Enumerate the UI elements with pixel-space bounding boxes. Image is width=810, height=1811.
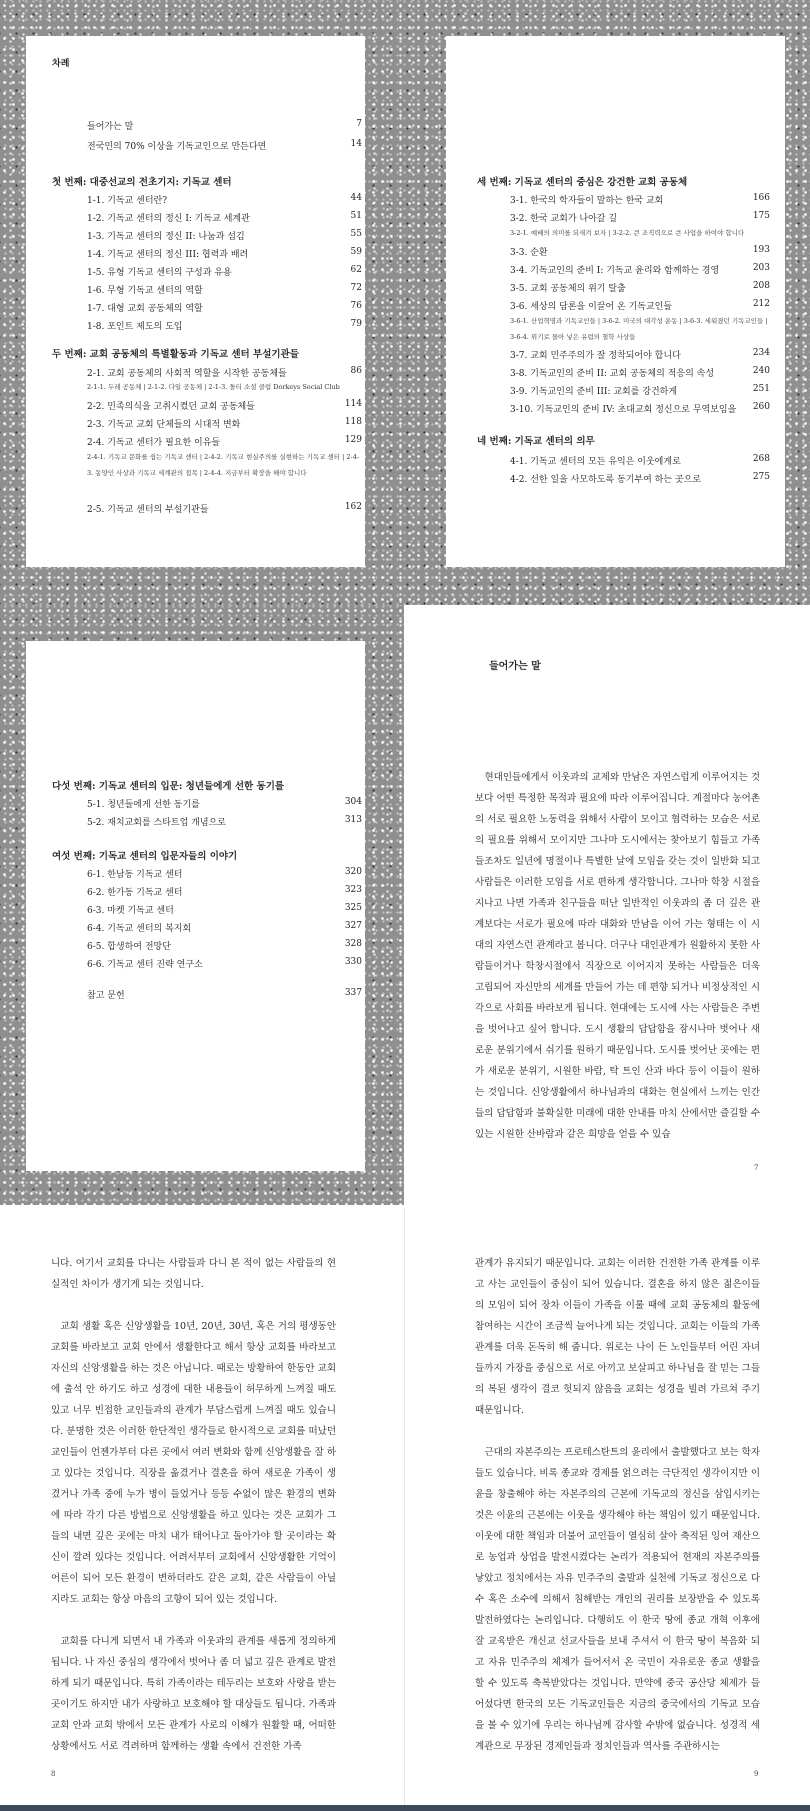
paragraph: 현대인들에게서 이웃과의 교제와 만남은 자연스럽게 이루어지는 것보다 어떤 특정한 목적과 필요에 따라 이루어집니다. 계절마다 농어촌의 서로 필요한 노동력을 위해서 사람이 모이고 협력하는 모습은 서로의 필요를 위해서 모이지만 그나마 도시에서는 찾아보기 힘들고 가족들조차도 일년에 명절이나 특별한 날에 모임을 갖는 것이 일반화 되고 사람들은 이러한 모임을 서로 편하게 생각합니다. 그나마 학창 시절을 지나고 나면 가족과 친구들을 떠난 일반적인 이웃과의 좀 더 깊은 관계보다는 서로가 필요에 따라 대화와 만남을 이어 가는 형태는 이 시대의 자연스런 관계라고 봅니다. 더구나 대인관계가 원활하지 못한 사람들이거나 학창시절에서 직장으로 이어지지 못하는 사람들은 더욱 고립되어 자신만의 세계를 만들어 가는 데 편향 되거나 비정상적인 시각으로 사회를 바라보게 됩니다. 현대에는 도시에 사는 사람들은 주변을 벗어나고 싶어 합니다. 도시 생활의 답답함을 잠시나마 벗어나 새로운 분위기에서 쉬기를 원하기 때문입니다. 도시를 벗어난 곳에는 편가 새로운 분위기, 시원한 바람, 탁 트인 산과 바다 등이 이들이 원하는 것입니다. 신앙생활에서 하나님과의 대화는 현실에서 느끼는 인간들의 답답함과 불확실한 미래에 대한 안내를 마치 산에서만 즐길할 수 있는 시원한 산바람과 같은 희망을 얻을 수 있습 <box>475 772 760 1140</box>
toc-subnote: 3-2-1. 예배의 의미를 되새겨 보자 | 3-2-2. 큰 조직력으로 큰 사업을 하여야 합니다 <box>510 229 745 237</box>
toc-entry: 1-6. 무형 기독교 센터의 역할 72 <box>87 283 362 296</box>
toc-entry: 3-4. 기독교인의 준비 I: 기독교 윤리와 함께하는 경영 203 <box>510 263 770 276</box>
toc-entry: 3-8. 기독교인의 준비 II: 교회 공동체의 적응의 속성 240 <box>510 366 770 379</box>
toc-entry: 전국민의 70% 이상을 기독교인으로 만든다면 14 <box>87 139 362 152</box>
toc-page-3 <box>26 641 365 1171</box>
page-gutter <box>404 1208 405 1811</box>
toc-entry: 2-2. 민족의식을 고취시켰던 교회 공동체들 114 <box>87 399 362 412</box>
toc-entry: 5-2. 재치교회를 스타트업 개념으로 313 <box>87 815 362 828</box>
paragraph: 교회를 다니게 되면서 내 가족과 이웃과의 관계를 새롭게 정의하게 됩니다. 나 자신 중심의 생각에서 벗어나 좀 더 넓고 깊은 관계로 발전하게 되기 때문입니다. 특히 가족이라는 테두리는 보호와 사랑을 받는 곳이기도 하지만 내가 사랑하고 보호해야 할 대상들도 됩니다. 가족과 교회 안과 교회 밖에서 모든 관계가 사로의 이해가 원활할 때, 어떠한 상황에서도 서로 격려하며 함께하는 생활 속에서 건전한 가족 <box>51 1636 336 1752</box>
toc-entry: 2-4. 기독교 센터가 필요한 이유들 129 <box>87 435 362 448</box>
toc-entry: 4-1. 기독교 센터의 모든 유익은 이웃에게로 268 <box>510 454 770 467</box>
toc-entry: 5-1. 청년들에게 선한 동기를 304 <box>87 797 362 810</box>
page-9-body <box>475 1253 760 1757</box>
toc-entry: 3-2. 한국 교회가 나아갈 길 175 <box>510 211 770 224</box>
toc-entry: 6-2. 한가동 기독교 센터 323 <box>87 885 362 898</box>
toc-entry: 1-2. 기독교 센터의 정신 I: 기독교 세계관 51 <box>87 211 362 224</box>
page-number: 9 <box>754 1770 759 1778</box>
toc-section-title: 두 번째: 교회 공동체의 특별활동과 기독교 센터 부설기관들 <box>52 349 299 360</box>
page-number: 7 <box>754 1164 759 1172</box>
toc-subnote: 2-1-1. 두레 공동체 | 2-1-2. 다일 공동체 | 2-1-3. 돌티 소셜 클럽 Dorkeys Social Club <box>87 383 340 391</box>
toc-entry: 4-2. 선한 일을 사모하도록 동기부여 하는 곳으로 275 <box>510 472 770 485</box>
toc-entry: 2-1. 교회 공동체의 사회적 역할을 시작한 공동체들 86 <box>87 366 362 379</box>
page-number: 8 <box>51 1770 56 1778</box>
toc-entry: 1-1. 기독교 센터란? 44 <box>87 193 362 206</box>
toc-entry: 6-4. 기독교 센터의 복지회 327 <box>87 921 362 934</box>
toc-entry: 2-5. 기독교 센터의 부설기관들 162 <box>87 502 362 515</box>
page-8-body <box>51 1253 336 1757</box>
toc-entry: 3-3. 순환 193 <box>510 245 770 258</box>
toc-entry: 3-5. 교회 공동체의 위기 탈출 208 <box>510 281 770 294</box>
bottom-bar <box>0 1805 810 1811</box>
toc-entry: 1-5. 유형 기독교 센터의 구성과 유용 62 <box>87 265 362 278</box>
toc-entry: 1-7. 대형 교회 공동체의 역할 76 <box>87 301 362 314</box>
toc-entry: 3-7. 교회 민주주의가 잘 정착되어야 합니다 234 <box>510 348 770 361</box>
paragraph: 관계가 유지되기 때문입니다. 교회는 이러한 건전한 가족 관계를 이루고 사는 교인들이 중심이 되어 있습니다. 결혼을 하지 않은 젊은이들의 모임이 되어 장차 이들이 가족을 이룰 때에 교회 공동체의 활동에 참여하는 시간이 조금씩 늘어나게 되는 것입니다. 교회는 이들의 가족관계를 더욱 돈독히 해 줍니다. 위로는 나이 든 노인들부터 어린 자녀들까지 가장을 중심으로 서로 아끼고 보살피고 하나님을 잘 믿는 그들의 복된 생각이 결코 헛되지 않음을 교회는 성경을 빌려 가르쳐 주기 때문입니다. <box>475 1258 760 1416</box>
toc-page-1 <box>26 36 365 567</box>
toc-section-title: 첫 번째: 대중선교의 전초기지: 기독교 센터 <box>52 177 232 188</box>
paragraph: 니다. 여기서 교회를 다니는 사람들과 다니 본 적이 없는 사람들의 현실적인 차이가 생기게 되는 것입니다. <box>51 1258 336 1290</box>
toc-entry: 1-3. 기독교 센터의 정신 II: 나눔과 섬김 55 <box>87 229 362 242</box>
toc-entry: 3-10. 기독교인의 준비 IV: 초대교회 정신으로 무역보임을 260 <box>510 402 770 415</box>
chapter-title: 들어가는 말 <box>489 661 541 672</box>
toc-entry: 2-3. 기독교 교회 단체들의 시대적 변화 118 <box>87 417 362 430</box>
paragraph: 교회 생활 혹은 신앙생활을 10년, 20년, 30년, 혹은 거의 평생동안 교회를 바라보고 교회 안에서 생활한다고 해서 항상 교회를 바라보고 자신의 신앙생활을 하는 것은 아닙니다. 때로는 방황하여 한동안 교회에 출석 안 하기도 하고 성경에 대한 내용들이 허무하게 느껴질 때도 있고 너무 빈접한 교인들과의 관계가 부담스럽게 느껴질 때도 있습니다. 분명한 것은 이러한 한단적인 생각들로 한시적으로 교회를 떠났던 교인들이 언젠가부터 다른 곳에서 여러 변화와 함께 신앙생활을 잘 하고 있다는 것입니다. 직장을 옮겼거나 결혼을 하여 새로운 가족이 생겼거나 가족 중에 누가 병이 들었거나 등등 수없이 많은 환경의 변화에 따라 각기 다른 방법으로 신앙생활을 하고 있다는 것은 교회가 그들의 내면 깊은 곳에는 마치 내가 태어나고 돌아가야 할 곳이라는 확신이 깔려 있다는 것입니다. 어려서부터 교회에서 신앙생활한 기억이 어른이 되어 모든 환경이 변하더라도 같은 교회, 같은 사람들이 아닐지라도 교회는 항상 마음의 고향이 되어 있는 것입니다. <box>51 1321 336 1605</box>
toc-page-2 <box>446 36 785 567</box>
toc-entry: 1-8. 포인트 제도의 도입 79 <box>87 319 362 332</box>
toc-entry: 6-1. 한남동 기독교 센터 320 <box>87 867 362 880</box>
toc-section-title: 여섯 번째: 기독교 센터의 입문자들의 이야기 <box>52 851 238 862</box>
toc-entry: 3-1. 한국의 학자들이 말하는 한국 교회 166 <box>510 193 770 206</box>
toc-entry: 들어가는 말 7 <box>87 119 362 132</box>
toc-entry: 1-4. 기독교 센터의 정신 III: 협력과 배려 59 <box>87 247 362 260</box>
toc-entry-references: 참고 문헌 337 <box>87 988 362 1001</box>
toc-entry: 6-5. 합생하여 전망단 328 <box>87 939 362 952</box>
toc-section-title: 네 번째: 기독교 센터의 의무 <box>477 436 595 447</box>
toc-section-title: 다섯 번째: 기독교 센터의 입문: 청년들에게 선한 동기를 <box>52 781 285 792</box>
toc-section-title: 세 번째: 기독교 센터의 중심은 강건한 교회 공동체 <box>477 177 688 188</box>
intro-body <box>475 767 760 1145</box>
toc-entry: 3-9. 기독교인의 준비 III: 교회를 강건하게 251 <box>510 384 770 397</box>
toc-entry: 6-6. 기독교 센터 진략 연구소 330 <box>87 957 362 970</box>
toc-entry: 3-6. 세상의 담론을 이끌어 온 기독교인들 212 <box>510 299 770 312</box>
toc-subnote: 3-6-1. 산업혁명과 기독교인들 | 3-6-2. 미국의 대각성 운동 | 3-6-3. 세워졌던 기독교인들 | 3-6-4. 위기로 몰아 넣은 유럽의 철학 사상들 <box>510 317 768 341</box>
toc-subnote: 2-4-1. 기독교 문화를 쉽는 기독교 센터 | 2-4-2. 기독교 현실주의를 실현하는 기독교 센터 | 2-4-3. 동양인 사상과 기독교 세계관의 접목 | 2-4-4. 지금부터 확장을 해야 합니다 <box>87 453 360 477</box>
toc-title: 차례 <box>52 59 70 69</box>
toc-entry: 6-3. 마켓 기독교 센터 325 <box>87 903 362 916</box>
paragraph: 근대의 자본주의는 프로테스탄트의 윤리에서 출발했다고 보는 학자들도 있습니다. 비록 종교와 경제를 얽으려는 극단적인 생각이지만 이윤을 창출해야 하는 자본주의의 근본에 기독교의 정신을 삼입시키는 것은 이윤의 근본에는 이웃을 생각해야 하는 책임이 있기 때문입니다. 이웃에 대한 책임과 더불어 교인들이 열심히 살아 축적된 잉여 재산으로 농업과 상업을 발전시켰다는 논리가 적용되어 현재의 자본주의를 낳았고 정치에서는 자유 민주주의 출발과 실천에 기독교 정신으로 다수 혹은 소수에 의해서 침해받는 개인의 권리를 보장받을 수 있도록 발전하였다는 논리입니다. 다행히도 이 한국 땅에 종교 개혁 이후에 잘 교육받은 개신교 선교사들을 보내 주셔서 이 한국 땅이 복음화 되고 자유 민주주의 체제가 들어서서 온 국민이 자유로운 종교 생활을 할 수 있도록 축복받았다는 것입니다. 만약에 중국 공산당 체제가 들어섰다면 한국의 모든 기독교인들은 지금의 중국에서의 기독교 모습을 볼 수 있기에 우리는 하나님께 감사할 수밖에 없습니다. 성경적 세계관으로 무장된 경제인들과 정치인들과 역사를 주관하시는 <box>475 1447 760 1752</box>
